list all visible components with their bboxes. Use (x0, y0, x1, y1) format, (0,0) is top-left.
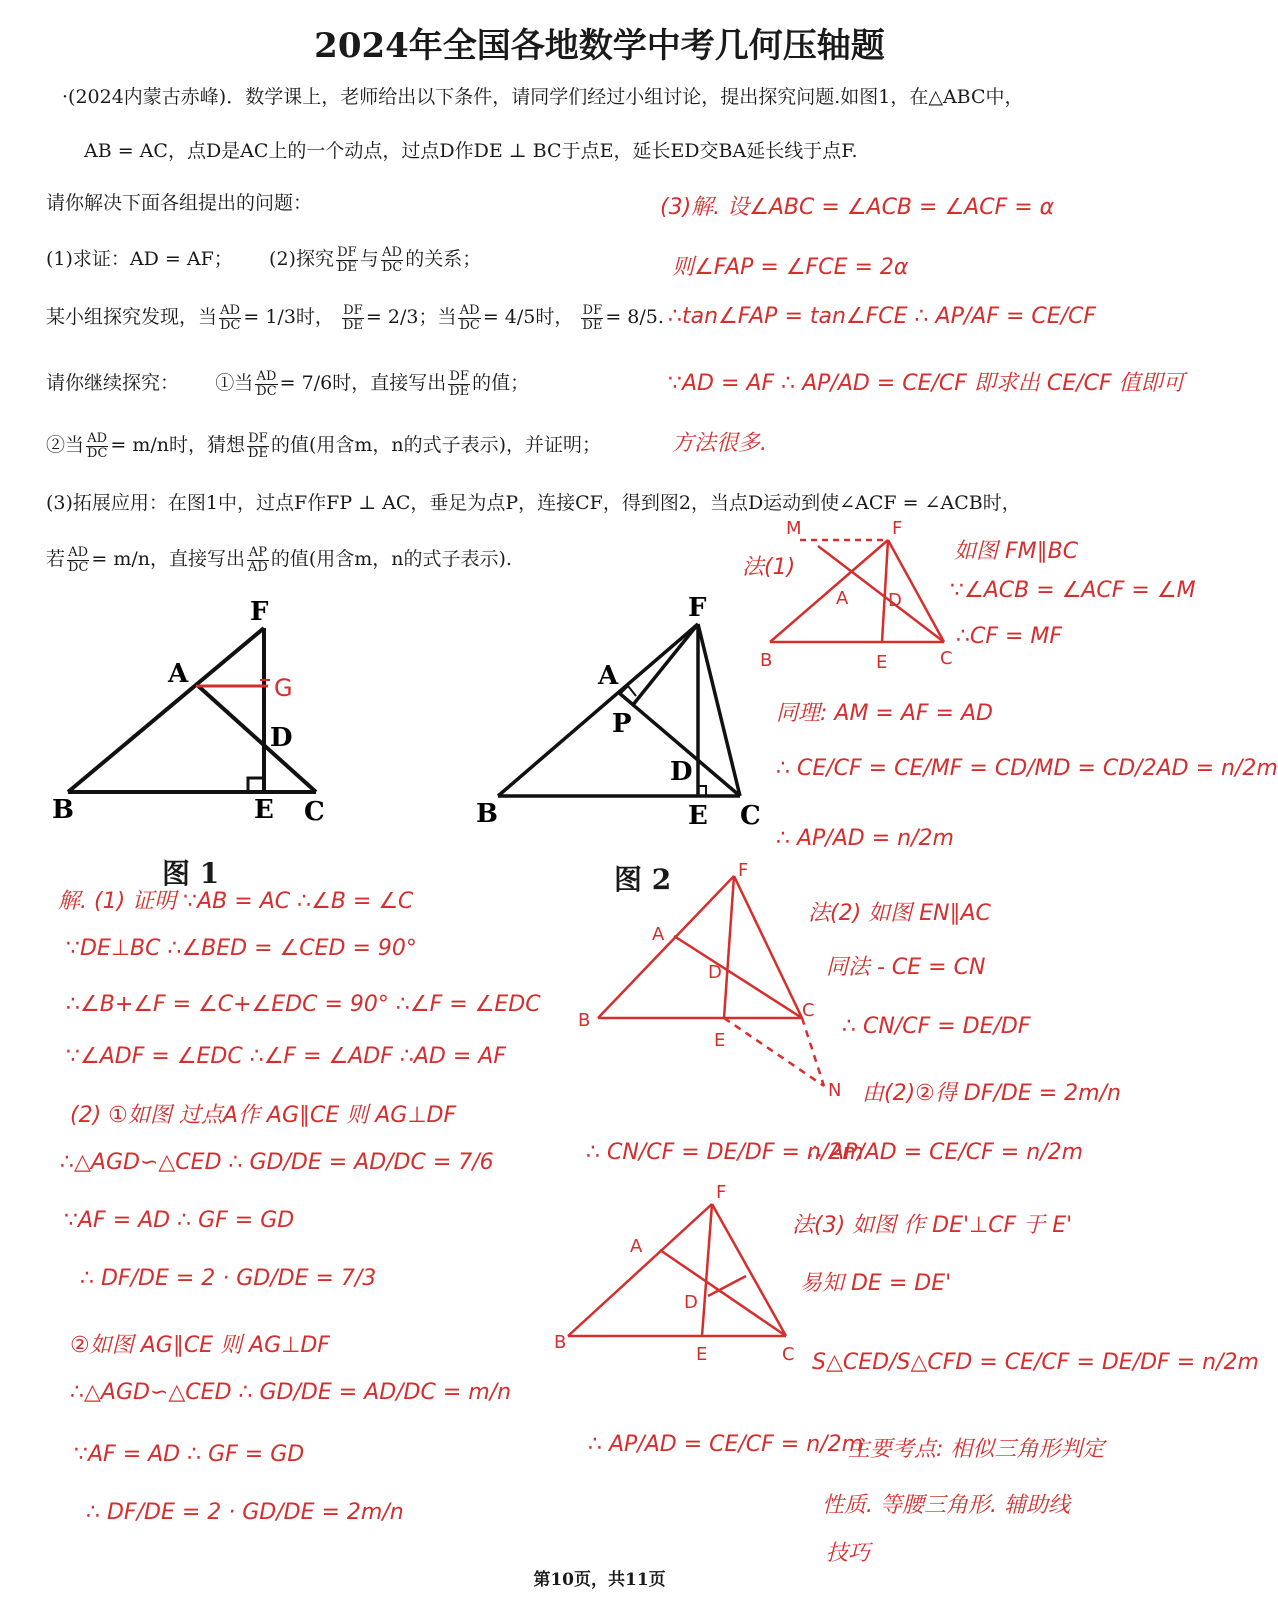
hw-s9: ②如图 AG∥CE 则 AG⊥DF (70, 1333, 330, 1358)
fig2-point-f: F (688, 593, 707, 623)
hw-s5: (2) ①如图 过点A作 AG∥CE 则 AG⊥DF (70, 1103, 457, 1128)
svg-text:F: F (738, 860, 749, 881)
m2-f: ∴ AP/AD = CE/CF = n/2m (808, 1140, 1084, 1165)
fig2-point-p: P (612, 709, 632, 739)
page-title: 2024年全国各地数学中考几何压轴题 (314, 26, 885, 66)
svg-text:F: F (892, 518, 903, 539)
svg-text:D: D (708, 962, 722, 983)
fig2-point-c: C (740, 801, 761, 831)
svg-text:B: B (760, 650, 773, 671)
fig1-point-b: B (52, 795, 74, 825)
hw-s7: ∵AF = AD ∴ GF = GD (64, 1208, 295, 1233)
fig2-point-b: B (476, 799, 498, 829)
key-3: 技巧 (826, 1541, 871, 1566)
m1-e: ∴ CE/CF = CE/MF = CD/MD = CD/2AD = n/2m (776, 756, 1278, 781)
hw-r1: (3)解. 设∠ABC = ∠ACB = ∠ACF = α (660, 195, 1055, 220)
m3-c: S△CED/S△CFD = CE/CF = DE/DF = n/2m (812, 1350, 1259, 1375)
m3-d: ∴ AP/AD = CE/CF = n/2m (588, 1432, 864, 1457)
hw-s12: ∴ DF/DE = 2 · GD/DE = 2m/n (86, 1500, 404, 1525)
svg-text:E: E (696, 1344, 708, 1365)
fig2-point-d: D (670, 757, 693, 787)
figure-2-label: 图 2 (614, 863, 672, 896)
problem-line-3: 请你解决下面各组提出的问题： (46, 192, 313, 214)
q2-mid: 与 (359, 248, 379, 270)
problem-line-1: ·(2024内蒙古赤峰)．数学课上，老师给出以下条件，请同学们经过小组讨论，提出探究问题.如图1，在△ABC中， (62, 86, 1024, 108)
hw-s2: ∵DE⊥BC ∴∠BED = ∠CED = 90° (66, 936, 417, 961)
m2-e: ∴ CN/CF = DE/DF = n/2m (586, 1140, 864, 1165)
hw-s10: ∴△AGD∽△CED ∴ GD/DE = AD/DC = m/n (70, 1380, 512, 1405)
svg-text:C: C (802, 1000, 815, 1021)
frac-ad-dc: $\frac{AD}{DC}$ (381, 244, 403, 275)
m1-b: ∵∠ACB = ∠ACF = ∠M (950, 578, 1196, 603)
q2-pre: (2)探究 (269, 248, 334, 270)
fig1-point-d: D (270, 723, 293, 753)
hw-s8: ∴ DF/DE = 2 · GD/DE = 7/3 (80, 1266, 377, 1291)
hw-r3: ∴tan∠FAP = tan∠FCE ∴ AP/AF = CE/CF (668, 304, 1097, 329)
svg-text:B: B (578, 1010, 591, 1031)
fig1-point-c: C (304, 797, 325, 827)
fig1-point-e: E (254, 795, 274, 825)
figure-1 (40, 590, 360, 840)
m1-c: ∴CF = MF (956, 624, 1063, 649)
hw-s6: ∴△AGD∽△CED ∴ GD/DE = AD/DC = 7/6 (60, 1150, 494, 1175)
finding-line: 某小组探究发现，当 $\frac{AD}{DC}$ = 1/3时， $\frac{DF}{DE}$ = 2/3；当 $\frac{AD}{DC}$ = 4/5时， $\frac{DF}{DE}$ = 8/5. (46, 302, 664, 333)
key-1: 主要考点: 相似三角形判定 (848, 1437, 1105, 1462)
q1-text: (1)求证：AD = AF； (46, 248, 233, 270)
svg-text:M: M (786, 518, 802, 539)
svg-text:C: C (940, 648, 953, 669)
svg-text:N: N (828, 1080, 842, 1101)
q2-post: 的关系； (405, 248, 482, 270)
m3-b: 易知 DE = DE' (800, 1271, 952, 1296)
svg-text:D: D (684, 1292, 698, 1313)
hw-s3: ∴∠B+∠F = ∠C+∠EDC = 90° ∴∠F = ∠EDC (66, 992, 541, 1017)
hw-s1: 解. (1) 证明 ∵AB = AC ∴∠B = ∠C (58, 889, 414, 914)
hw-s4: ∵∠ADF = ∠EDC ∴∠F = ∠ADF ∴AD = AF (66, 1044, 506, 1069)
method-3-figure (550, 1180, 810, 1370)
svg-text:C: C (782, 1344, 795, 1365)
svg-text:B: B (554, 1332, 567, 1353)
svg-text:A: A (630, 1236, 643, 1257)
m3-a: 法(3) 如图 作 DE'⊥CF 于 E' (792, 1213, 1073, 1238)
m1-f: ∴ AP/AD = n/2m (776, 826, 954, 851)
figure-1-label: 图 1 (162, 857, 220, 890)
hw-r5: 方法很多. (672, 431, 767, 456)
fig1-point-f: F (250, 597, 269, 627)
m2-d: 由(2)②得 DF/DE = 2m/n (862, 1081, 1121, 1106)
m2-c: ∴ CN/CF = DE/DF (842, 1014, 1031, 1039)
fig1-point-a: A (168, 659, 189, 689)
figure-2 (470, 590, 790, 840)
problem-line-2: AB = AC，点D是AC上的一个动点，过点D作DE ⊥ BC于点E，延长ED交BA延长线于点F. (84, 140, 858, 162)
frac-df-de: $\frac{DF}{DE}$ (336, 244, 357, 275)
svg-text:E: E (714, 1030, 726, 1051)
svg-text:A: A (652, 924, 665, 945)
m1-d: 同理: AM = AF = AD (776, 701, 993, 726)
svg-text:E: E (876, 652, 888, 673)
hw-r2: 则∠FAP = ∠FCE = 2α (672, 255, 909, 280)
m1-a: 如图 FM∥BC (954, 539, 1079, 564)
question-3: (3)拓展应用：在图1中，过点F作FP ⊥ AC，垂足为点P，连接CF，得到图2，当点D运动到使∠ACF = ∠ACB时， (46, 492, 1021, 514)
key-2: 性质. 等腰三角形. 辅助线 (822, 1493, 1070, 1518)
guess-line: ②当 $\frac{AD}{DC}$ = m/n时，猜想 $\frac{DF}{DE}$ 的值(用含m，n的式子表示)，并证明； (46, 430, 602, 461)
continue-line: 请你继续探究： ①当 $\frac{AD}{DC}$ = 7/6时，直接写出 $\frac{DF}{DE}$ 的值； (46, 368, 530, 399)
svg-text:A: A (836, 588, 849, 609)
fig1-point-g: G (274, 674, 293, 702)
m1-label: 法(1) (742, 555, 796, 580)
m2-b: 同法 - CE = CN (826, 955, 986, 980)
question-3b: 若 $\frac{AD}{DC}$ = m/n，直接写出 $\frac{AP}{AD}$ 的值(用含m，n的式子表示). (46, 544, 512, 575)
svg-text:D: D (888, 590, 902, 611)
hw-r4: ∵AD = AF ∴ AP/AD = CE/CF 即求出 CE/CF 值即可 (668, 371, 1185, 396)
question-1 (46, 244, 481, 275)
fig2-point-e: E (688, 801, 708, 831)
hw-s11: ∵AF = AD ∴ GF = GD (74, 1442, 305, 1467)
fig2-point-a: A (598, 661, 619, 691)
method-1-figure (760, 516, 960, 676)
svg-text:F: F (716, 1182, 727, 1203)
page-footer: 第10页，共11页 (533, 1570, 666, 1590)
m2-a: 法(2) 如图 EN∥AC (808, 901, 991, 926)
